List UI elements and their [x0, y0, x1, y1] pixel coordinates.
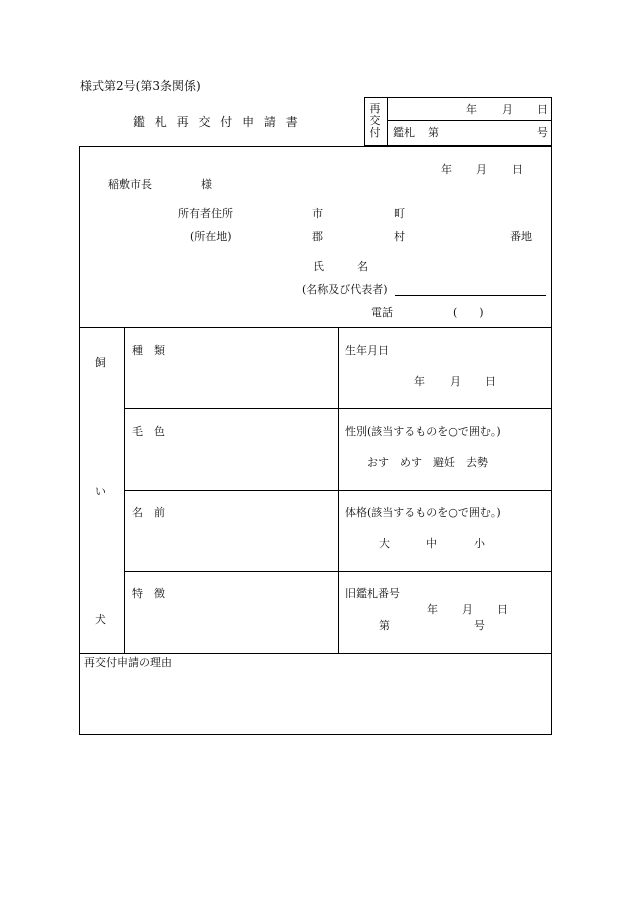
old-tag-month: 月: [462, 603, 473, 616]
birth-month: 月: [450, 375, 461, 388]
name-underline: [395, 295, 546, 296]
address-sub-label: (所在地): [190, 230, 232, 243]
name-label: 氏 名: [313, 260, 368, 273]
dog-name-label: 名 前: [132, 506, 165, 519]
phone-label: 電話: [371, 306, 393, 319]
city-label: 市: [312, 207, 323, 220]
app-month: 月: [476, 163, 487, 176]
tag-prefix: 第: [428, 126, 439, 139]
reissue-year: 年: [466, 103, 477, 116]
dog-section-char-2: い: [95, 485, 106, 498]
name-sub-label: (名称及び代表者): [302, 283, 388, 296]
sex-options: おす めす 避妊 去勢: [367, 456, 488, 469]
lot-label: 番地: [510, 230, 532, 243]
old-tag-year: 年: [427, 603, 438, 616]
old-tag-label: 旧鑑札番号: [345, 587, 400, 600]
features-label: 特 徴: [132, 587, 165, 600]
addressee: 稲敷市長: [108, 178, 152, 191]
tag-suffix: 号: [537, 126, 548, 139]
village-label: 村: [394, 230, 405, 243]
district-label: 郡: [312, 230, 323, 243]
old-tag-suffix: 号: [474, 619, 485, 632]
reissue-day: 日: [537, 103, 548, 116]
reissue-label: 再 交 付: [369, 102, 381, 139]
dog-section-char-1: 飼: [95, 356, 106, 369]
honorific: 様: [201, 178, 212, 191]
reason-label: 再交付申請の理由: [84, 656, 172, 669]
old-tag-day: 日: [497, 603, 508, 616]
size-small: 小: [474, 537, 485, 550]
size-large: 大: [379, 537, 390, 550]
old-tag-prefix: 第: [379, 619, 390, 632]
birth-day: 日: [485, 375, 496, 388]
birth-year: 年: [414, 375, 425, 388]
size-medium: 中: [426, 537, 437, 550]
sex-label: 性別(該当するものを○で囲む。): [345, 425, 501, 438]
form-title: 鑑 札 再 交 付 申 請 書: [133, 115, 301, 129]
address-label: 所有者住所: [178, 207, 233, 220]
dog-section-char-3: 犬: [95, 613, 106, 626]
breed-label: 種 類: [132, 344, 165, 357]
size-label: 体格(該当するものを○で囲む。): [345, 506, 501, 519]
app-year: 年: [441, 163, 452, 176]
tag-label: 鑑札: [393, 126, 415, 139]
town-label: 町: [394, 207, 405, 220]
coat-label: 毛 色: [132, 425, 165, 438]
phone-parens: ( ): [453, 306, 484, 319]
birthdate-label: 生年月日: [345, 344, 389, 357]
app-day: 日: [512, 163, 523, 176]
form-number: 様式第2号(第3条関係): [80, 79, 201, 93]
reissue-month: 月: [502, 103, 513, 116]
